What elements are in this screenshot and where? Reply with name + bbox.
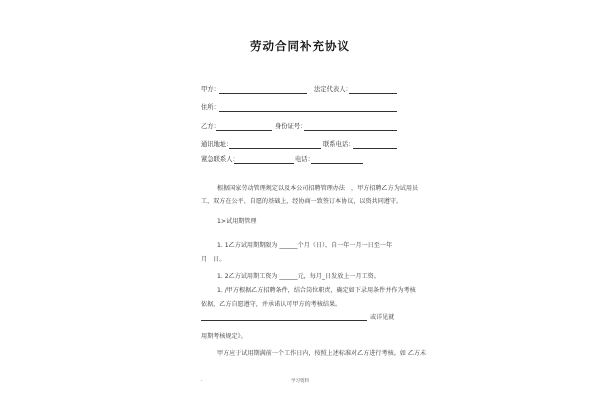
legal-rep-label: 法定代表人： <box>314 86 352 93</box>
clause-1-3-blank <box>201 320 367 321</box>
contact-phone-label: 联系电话： <box>323 141 355 148</box>
mail-address-label: 通讯地址： <box>201 141 233 148</box>
id-number-blank <box>304 130 397 131</box>
party-b-row <box>201 121 399 133</box>
contact-phone-blank <box>353 148 397 149</box>
party-b-label: 乙方： <box>201 123 220 130</box>
party-b-blank <box>216 130 272 131</box>
address-blank <box>219 111 397 112</box>
section-1-heading: 1>试用期管理 <box>217 218 257 225</box>
clause-1-3-line-1: 1. /甲方根据乙方招聘条件，结合岗位职责，确定如下录用条件并作为考核 <box>217 287 416 294</box>
party-a-label: 甲方： <box>201 86 220 93</box>
party-a-row <box>201 84 399 96</box>
mail-address-blank <box>229 148 321 149</box>
page-footer: 学习资料 <box>291 379 309 384</box>
intro-line-2: 工，双方在公平、自愿的基础上，经协商一致签订本协议，以资共同遵守。 <box>201 198 403 205</box>
emergency-contact-blank <box>234 163 294 164</box>
intro-line-1: 根据国家劳动管理规定以及本公司招聘管理办法 ，甲方招聘乙方为试用员 <box>217 185 419 192</box>
phone-blank <box>311 163 363 164</box>
emergency-contact-label: 紧急联系人： <box>201 156 239 163</box>
clause-1-1-line-2: 月 日。 <box>201 256 226 263</box>
address-label: 住所： <box>201 104 220 111</box>
clause-1-2: 1. 2乙方试用期工资为 ______元，每月_日发放上一月工资。 <box>217 273 380 280</box>
address-row <box>201 102 399 114</box>
id-number-label: 身份证号： <box>275 123 307 130</box>
clause-1-3-suffix: 或详见就 <box>370 314 395 321</box>
clause-1-3-line-4: 用期考核规定》。 <box>201 333 247 340</box>
emergency-row <box>201 154 399 166</box>
page-marker: . <box>201 377 203 383</box>
legal-rep-blank <box>349 93 397 94</box>
clause-1-4: 甲方应于试用期满前一个工作日内，按照上述标准对乙方进行考核。如 乙方未 <box>217 350 427 357</box>
party-a-blank <box>219 93 307 94</box>
clause-1-1-line-1: 1. 1乙方试用期期限为 ______个月（日），自一年一月一日至一年 <box>217 242 393 249</box>
clause-1-3-line-2: 依据，乙方自愿遵守，并承诺认可甲方的考核结果。 <box>201 301 342 308</box>
document-title: 劳动合同补充协议 <box>250 39 350 53</box>
phone-label: 电话： <box>295 156 314 163</box>
mail-address-row <box>201 139 399 151</box>
